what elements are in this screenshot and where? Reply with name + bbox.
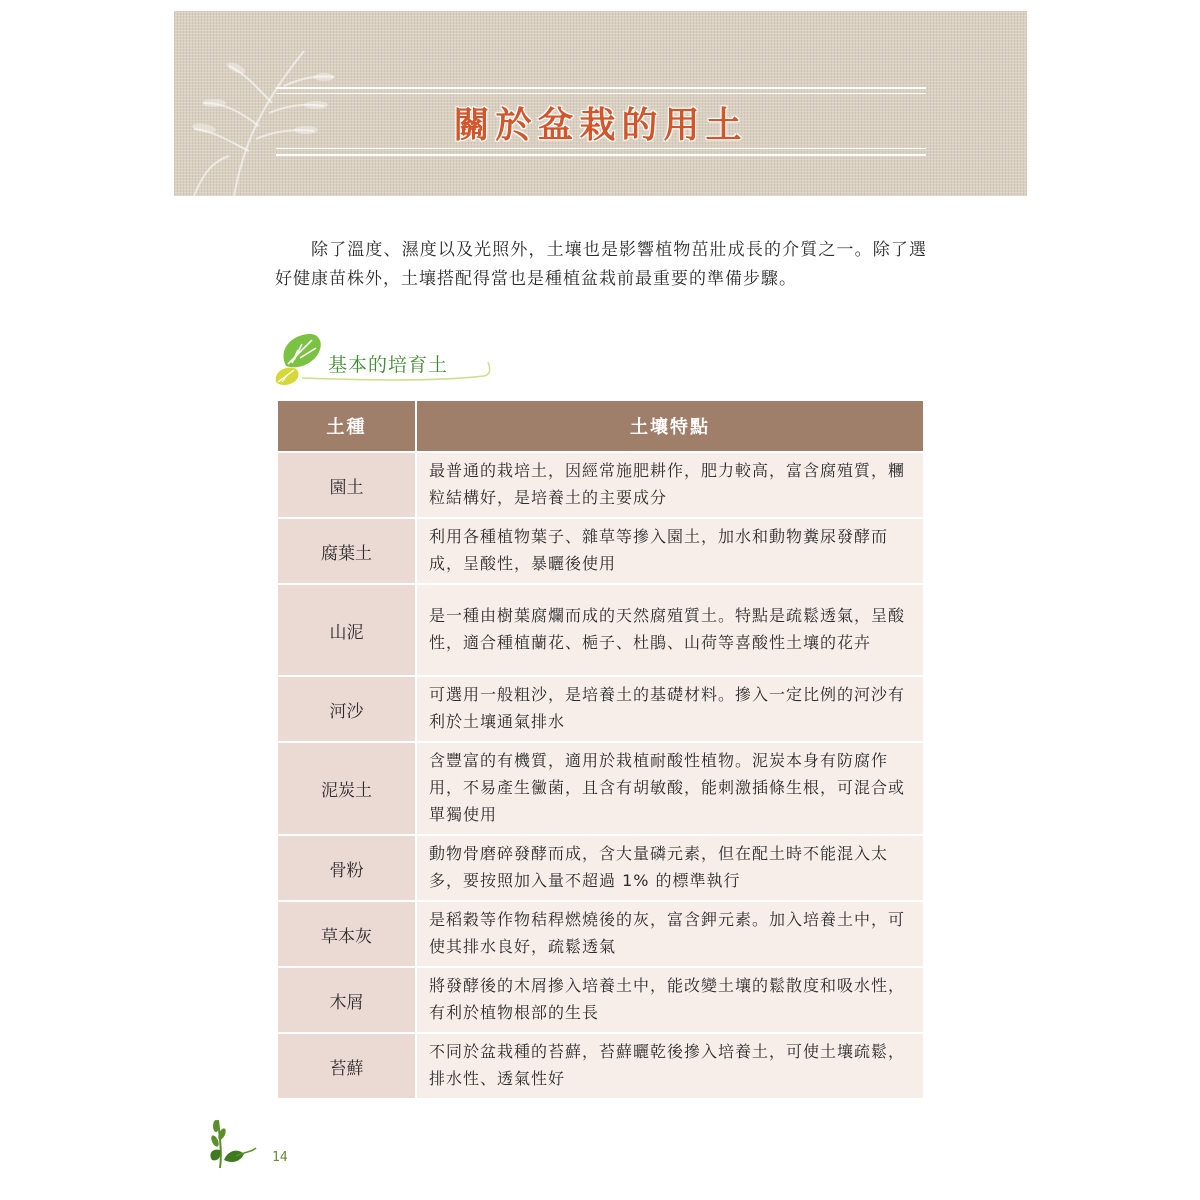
herb-sprig-icon	[206, 1114, 266, 1170]
soil-type-cell: 泥炭土	[277, 742, 416, 835]
section-heading	[272, 330, 502, 390]
table-row	[277, 1033, 924, 1099]
table-row	[277, 518, 924, 584]
table-row	[277, 452, 924, 518]
soil-feature-cell: 不同於盆栽種的苔蘚，苔蘚曬乾後摻入培養土，可使土壤疏鬆，排水性、透氣性好	[416, 1033, 924, 1099]
soil-feature-cell: 將發酵後的木屑摻入培養土中，能改變土壤的鬆散度和吸水性，有利於植物根部的生長	[416, 967, 924, 1033]
soil-feature-cell: 最普通的栽培土，因經常施肥耕作，肥力較高，富含腐殖質，糰粒結構好，是培養土的主要成分	[416, 452, 924, 518]
table-row	[277, 742, 924, 835]
title-rule-top-thin	[276, 93, 926, 94]
soil-feature-cell: 利用各種植物葉子、雜草等摻入園土，加水和動物糞尿發酵而成，呈酸性，暴曬後使用	[416, 518, 924, 584]
soil-type-cell: 山泥	[277, 584, 416, 676]
soil-type-cell: 骨粉	[277, 835, 416, 901]
soil-type-cell: 園土	[277, 452, 416, 518]
table-row	[277, 967, 924, 1033]
soil-feature-cell: 含豐富的有機質，適用於栽植耐酸性植物。泥炭本身有防腐作用，不易產生黴菌，且含有胡敏酸，能刺激插條生根，可混合或單獨使用	[416, 742, 924, 835]
table-row	[277, 901, 924, 967]
title-banner	[174, 11, 1027, 196]
table-header-row	[277, 400, 924, 452]
soil-feature-cell: 可選用一般粗沙，是培養土的基礎材料。摻入一定比例的河沙有利於土壤通氣排水	[416, 676, 924, 742]
column-header-soil-type: 土種	[277, 400, 416, 452]
title-rule-bottom-thin	[276, 148, 926, 149]
soil-types-table	[276, 399, 925, 1100]
page-footer	[206, 1114, 306, 1174]
intro-paragraph: 除了溫度、濕度以及光照外，土壤也是影響植物茁壯成長的介質之一。除了選好健康苗株外，土壤搭配得當也是種植盆栽前最重要的準備步驟。	[275, 240, 927, 289]
title-rule-top	[276, 87, 926, 89]
soil-feature-cell: 動物骨磨碎發酵而成，含大量磷元素，但在配土時不能混入太多，要按照加入量不超過 1% 的標準執行	[416, 835, 924, 901]
page-number: 14	[272, 1150, 288, 1165]
table-row	[277, 835, 924, 901]
soil-type-cell: 腐葉土	[277, 518, 416, 584]
soil-type-cell: 河沙	[277, 676, 416, 742]
title-rule-bottom	[276, 154, 926, 156]
soil-feature-cell: 是稻穀等作物秸稈燃燒後的灰，富含鉀元素。加入培養土中，可使其排水良好，疏鬆透氣	[416, 901, 924, 967]
soil-feature-cell: 是一種由樹葉腐爛而成的天然腐殖質土。特點是疏鬆透氣，呈酸性，適合種植蘭花、梔子、杜鵑、山荷等喜酸性土壤的花卉	[416, 584, 924, 676]
table-row	[277, 676, 924, 742]
table-row	[277, 584, 924, 676]
page-title: 關於盆栽的用土	[453, 105, 748, 146]
soil-type-cell: 木屑	[277, 967, 416, 1033]
soil-type-cell: 草本灰	[277, 901, 416, 967]
section-title: 基本的培育土	[328, 354, 449, 376]
soil-type-cell: 苔蘚	[277, 1033, 416, 1099]
column-header-soil-features: 土壤特點	[416, 400, 924, 452]
